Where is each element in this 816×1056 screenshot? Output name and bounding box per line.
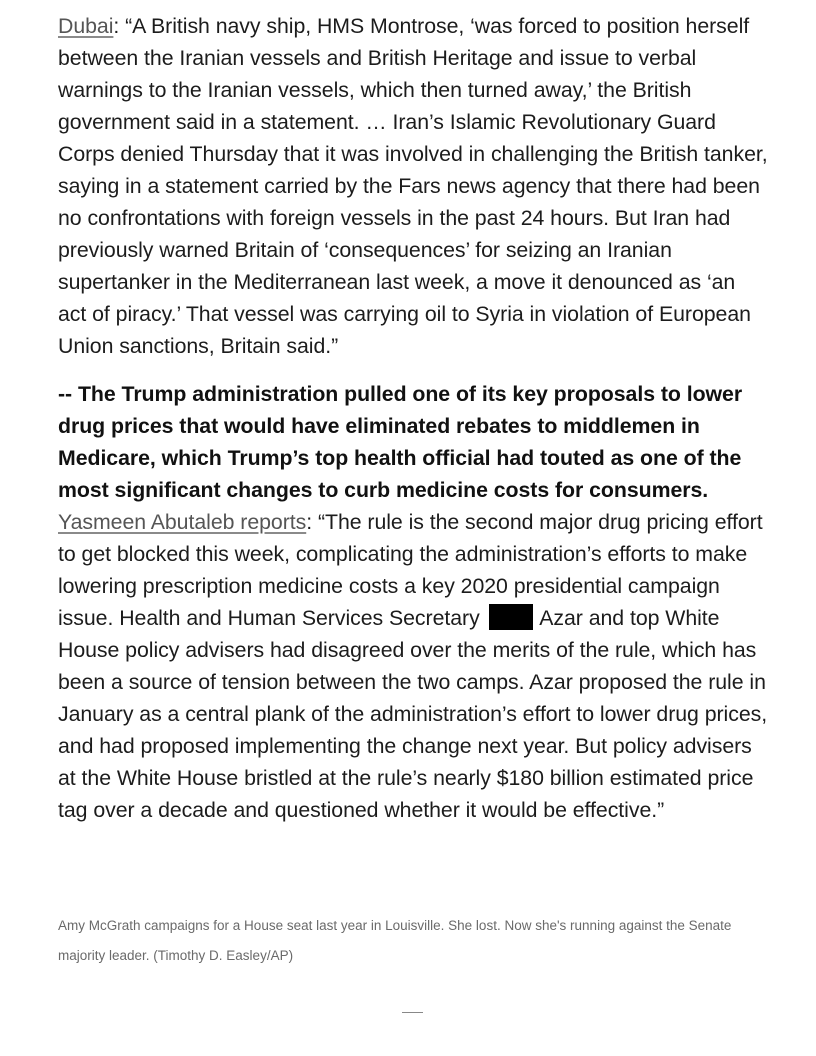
redaction-block: [489, 604, 533, 630]
article-body: [58, 10, 768, 826]
paragraph-dubai-text: : “A British navy ship, HMS Montrose, ‘was forced to position herself between the Iranian vessels and British Heritage and issue to verbal warnings to the Iranian vessels, which then turned away,’ the British government said in a statement. … Iran’s Islamic Revolutionary Guard Corps denied Thursday that it was involved in challenging the British tanker, saying in a statement carried by the Fars news agency that there had been no confrontations with foreign vessels in the past 24 hours. But Iran had previously warned Britain of ‘consequences’ for seizing an Iranian supertanker in the Mediterranean last week, a move it denounced as ‘an act of piracy.’ That vessel was carrying oil to Syria in violation of European Union sanctions, Britain said.”: [58, 14, 768, 358]
paragraph-dubai: [58, 10, 768, 362]
paragraph-drug-pricing: [58, 378, 768, 826]
drug-pricing-text-after: Azar and top White House policy advisers had disagreed over the merits of the rule, which has been a source of tension between the two camps. Azar proposed the rule in January as a central plank of the administration’s effort to lower drug prices, and had proposed implementing the change next year. But policy advisers at the White House bristled at the rule’s nearly $180 billion estimated price tag over a decade and questioned whether it would be effective.”: [58, 606, 768, 822]
photo-caption: Amy McGrath campaigns for a House seat last year in Louisville. She lost. Now she's running against the Senate majority leader. (Timothy D. Easley/AP): [58, 918, 732, 963]
drug-pricing-headline: -- The Trump administration pulled one of its key proposals to lower drug prices that would have eliminated rebates to middlemen in Medicare, which Trump’s top health official had touted as one of the most significant changes to curb medicine costs for consumers.: [58, 382, 743, 502]
section-divider: [402, 1012, 423, 1013]
dubai-link[interactable]: Dubai: [58, 14, 114, 38]
yasmeen-abutaleb-link[interactable]: Yasmeen Abutaleb reports: [58, 510, 307, 534]
drug-pricing-text-before: : “The rule is the second major drug pricing effort to get blocked this week, complicating the administration’s efforts to make lowering prescription medicine costs a key 2020 presidential campaign issue. Health and Human Services Secretary: [58, 510, 763, 630]
